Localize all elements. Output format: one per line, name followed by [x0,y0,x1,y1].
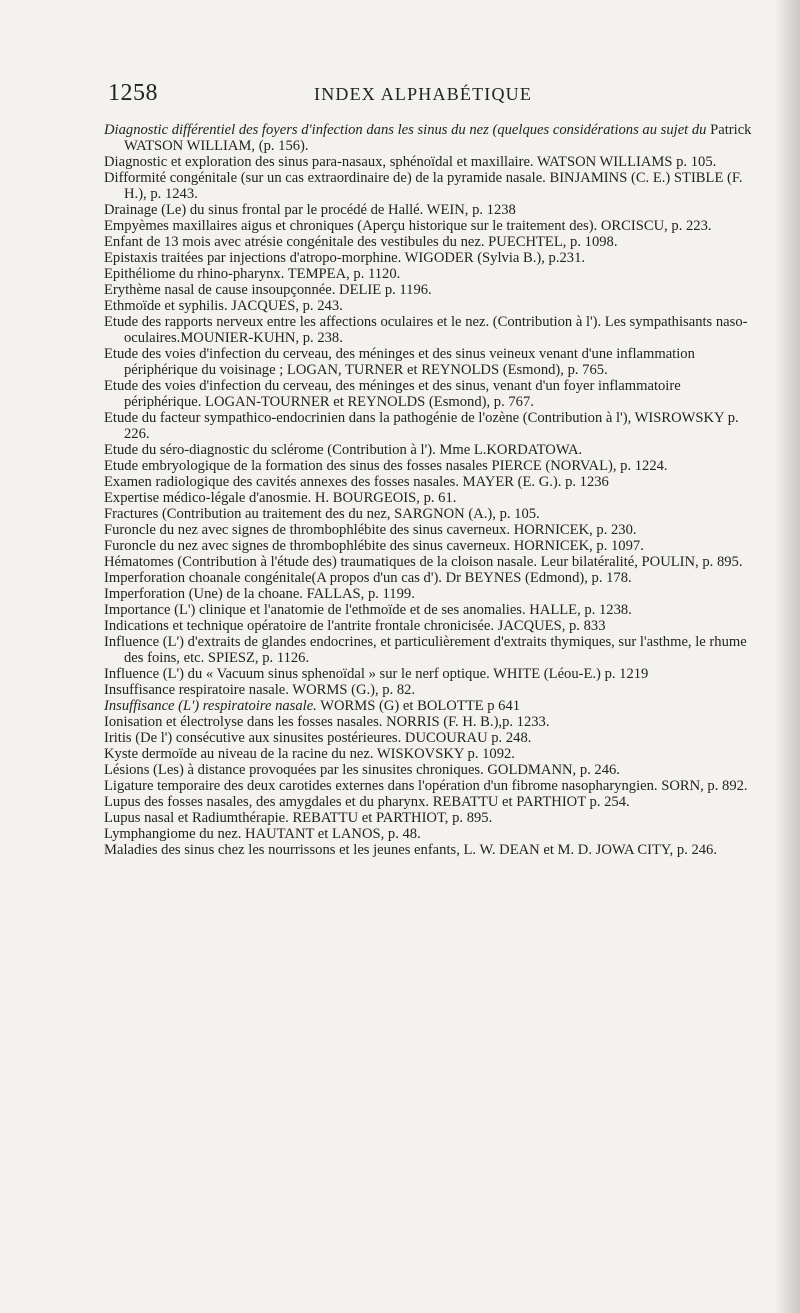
index-entry: Diagnostic et exploration des sinus para-nasaux, sphénoïdal et maxillaire. WATSON WILLIAMS p. 105. [104,154,717,170]
index-entry: Iritis (De l') consécutive aux sinusites postérieures. DUCOURAU p. 248. [104,730,532,746]
index-entry: Etude des voies d'infection du cerveau, des méninges et des sinus, venant d'un foyer inflammatoire périphérique. LOGAN-TOURNER et REYNOLDS (Esmond), p. 767. [104,378,681,410]
index-entry: Erythème nasal de cause insoupçonnée. DELIE p. 1196. [104,282,432,298]
page-number: 1258 [108,80,158,106]
index-entry: Importance (L') clinique et l'anatomie de l'ethmoïde et de ses anomalies. HALLE, p. 1238. [104,602,632,618]
index-entry: Etude des rapports nerveux entre les affections oculaires et le nez. (Contribution à l'). Les sympathisants naso-oculaires.MOUNIER-KUHN, p. 238. [104,314,748,346]
index-entry: Lupus nasal et Radiumthérapie. REBATTU et PARTHIOT, p. 895. [104,810,493,826]
index-entry: Lésions (Les) à distance provoquées par les sinusites chroniques. GOLDMANN, p. 246. [104,762,620,778]
index-entry [104,122,752,154]
index-entry [104,698,752,714]
index-entry: Expertise médico-légale d'anosmie. H. BOURGEOIS, p. 61. [104,490,457,506]
index-entries [104,122,752,858]
index-entry: Ionisation et électrolyse dans les fosses nasales. NORRIS (F. H. B.),p. 1233. [104,714,550,730]
index-entry: Drainage (Le) du sinus frontal par le procédé de Hallé. WEIN, p. 1238 [104,202,516,218]
entry-reference: Patrick WATSON WILLIAM, (p. 156). [124,122,752,154]
index-entry: Influence (L') d'extraits de glandes endocrines, et particulièrement d'extraits thymiques, sur l'asthme, le rhume des foins, etc. SPIESZ, p. 1126. [104,634,747,666]
index-entry: Ligature temporaire des deux carotides externes dans l'opération d'un fibrome nasopharyngien. SORN, p. 892. [104,778,748,794]
index-entry: Examen radiologique des cavités annexes des fosses nasales. MAYER (E. G.). p. 1236 [104,474,609,490]
index-entry: Empyèmes maxillaires aigus et chroniques (Aperçu historique sur le traitement des). ORCISCU, p. 223. [104,218,712,234]
index-entry: Indications et technique opératoire de l'antrite frontale chronicisée. JACQUES, p. 833 [104,618,606,634]
index-entry: Etude du séro-diagnostic du sclérome (Contribution à l'). Mme L.KORDATOWA. [104,442,583,458]
index-entry: Furoncle du nez avec signes de thrombophlébite des sinus caverneux. HORNICEK, p. 1097. [104,538,644,554]
index-entry: Fractures (Contribution au traitement des du nez, SARGNON (A.), p. 105. [104,506,540,522]
index-entry: Difformité congénitale (sur un cas extraordinaire de) de la pyramide nasale. BINJAMINS (C. E.) STIBLE (F. H.), p. 1243. [104,170,743,202]
index-entry: Hématomes (Contribution à l'étude des) traumatiques de la cloison nasale. Leur bilatéralité, POULIN, p. 895. [104,554,743,570]
index-entry: Furoncle du nez avec signes de thrombophlébite des sinus caverneux. HORNICEK, p. 230. [104,522,637,538]
entry-italic-title: Insuffisance (L') respiratoire nasale. [104,698,317,714]
index-entry: Etude du facteur sympathico-endocrinien dans la pathogénie de l'ozène (Contribution à l'), WISROWSKY p. 226. [104,410,739,442]
entry-reference: WORMS (G) et BOLOTTE p 641 [316,698,521,714]
index-entry: Etude embryologique de la formation des sinus des fosses nasales PIERCE (NORVAL), p. 1224. [104,458,668,474]
index-entry: Maladies des sinus chez les nourrissons et les jeunes enfants, L. W. DEAN et M. D. JOWA CITY, p. 246. [104,842,717,858]
index-entry: Ethmoïde et syphilis. JACQUES, p. 243. [104,298,343,314]
index-entry: Kyste dermoïde au niveau de la racine du nez. WISKOVSKY p. 1092. [104,746,515,762]
entry-italic-title: Diagnostic différentiel des foyers d'infection dans les sinus du nez (quelques considérations au sujet du [104,122,707,138]
index-entry: Lupus des fosses nasales, des amygdales et du pharynx. REBATTU et PARTHIOT p. 254. [104,794,630,810]
index-entry: Imperforation (Une) de la choane. FALLAS, p. 1199. [104,586,415,602]
index-entry: Imperforation choanale congénitale(A propos d'un cas d'). Dr BEYNES (Edmond), p. 178. [104,570,632,586]
index-entry: Lymphangiome du nez. HAUTANT et LANOS, p. 48. [104,826,421,842]
page-header [108,76,748,112]
index-entry: Influence (L') du « Vacuum sinus sphenoïdal » sur le nerf optique. WHITE (Léou-E.) p. 1219 [104,666,649,682]
index-entry: Epithéliome du rhino-pharynx. TEMPEA, p. 1120. [104,266,401,282]
index-entry: Enfant de 13 mois avec atrésie congénitale des vestibules du nez. PUECHTEL, p. 1098. [104,234,618,250]
running-title: INDEX ALPHABÉTIQUE [314,84,533,104]
index-entry: Insuffisance respiratoire nasale. WORMS (G.), p. 82. [104,682,416,698]
index-entry: Epistaxis traitées par injections d'atropo-morphine. WIGODER (Sylvia B.), p.231. [104,250,586,266]
index-entry: Etude des voies d'infection du cerveau, des méninges et des sinus veineux venant d'une inflammation périphérique du voisinage ; LOGAN, TURNER et REYNOLDS (Esmond), p. 765. [104,346,695,378]
